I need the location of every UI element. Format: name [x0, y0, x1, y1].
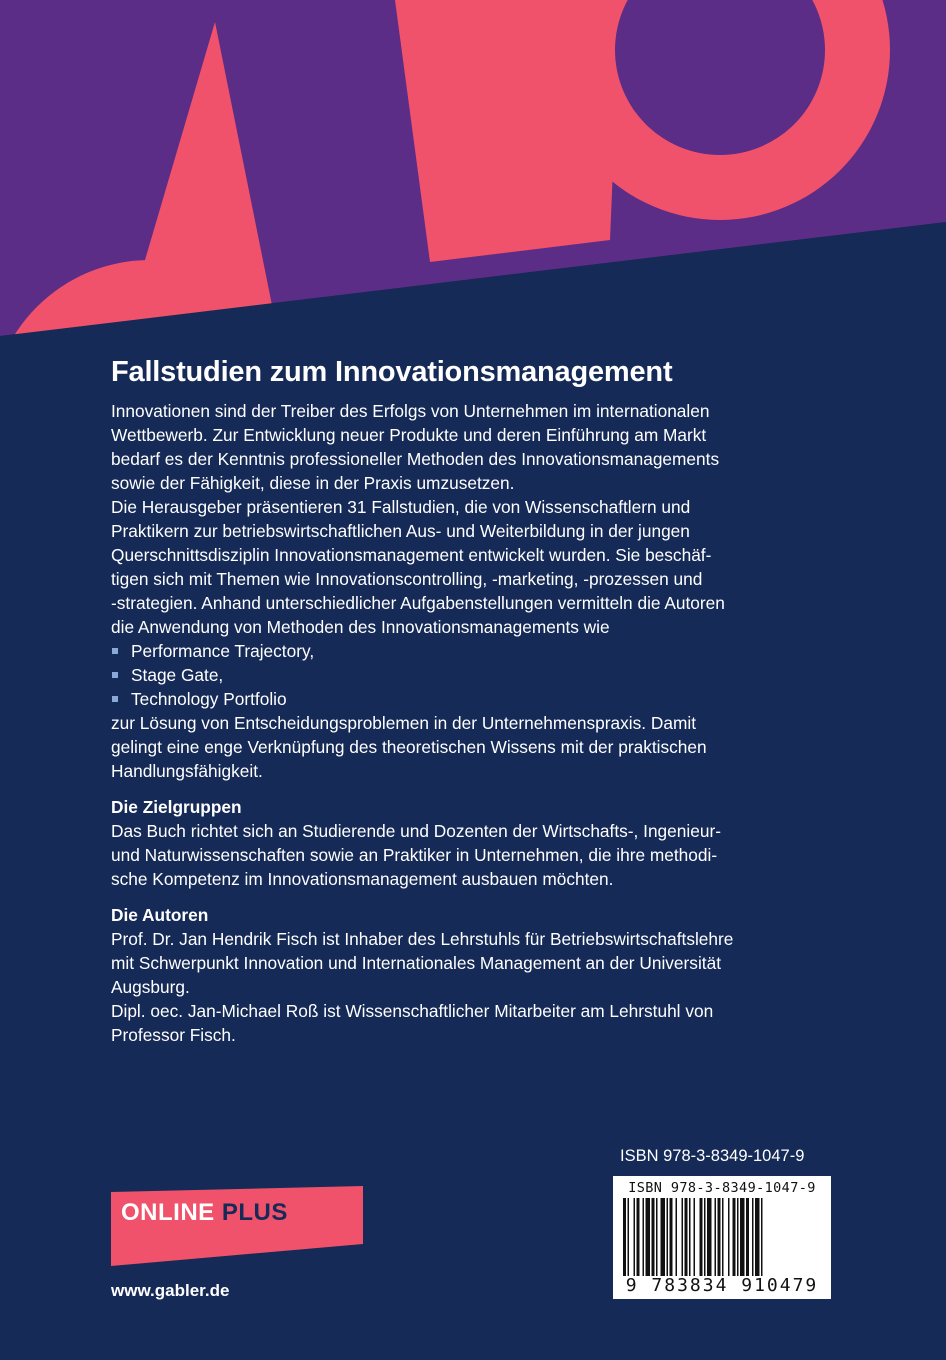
authors-line: Dipl. oec. Jan-Michael Roß ist Wissenschaftlicher Mitarbeiter am Lehrstuhl von: [111, 1001, 714, 1021]
barcode-digits: 9 783834 910479: [625, 1275, 819, 1296]
barcode-bar: [755, 1198, 760, 1276]
authors-line: Professor Fisch.: [111, 1025, 236, 1045]
barcode-bar: [685, 1198, 688, 1276]
barcode-bar: [752, 1198, 754, 1276]
list-item-label: Stage Gate,: [131, 665, 224, 685]
isbn-label: ISBN 978-3-8349-1047-9: [620, 1147, 805, 1165]
intro-line: Wettbewerb. Zur Entwicklung neuer Produkte und deren Einführung am Markt: [111, 425, 707, 445]
barcode-bar: [746, 1198, 749, 1276]
barcode-bar: [637, 1198, 640, 1276]
barcode-bar: [715, 1198, 717, 1276]
intro-line: bedarf es der Kenntnis professioneller Methoden des Innovationsmanagements: [111, 449, 720, 469]
barcode-bar: [728, 1198, 730, 1276]
online-plus-label: [121, 1199, 288, 1227]
intro-line: Praktikern zur betriebswirtschaftlichen Aus- und Weiterbildung in der jungen: [111, 521, 690, 541]
authors-line: Prof. Dr. Jan Hendrik Fisch ist Inhaber des Lehrstuhls für Betriebswirtschaftslehre: [111, 929, 734, 949]
barcode-bar: [740, 1198, 745, 1276]
plus-text: PLUS: [221, 1199, 288, 1226]
bullet-square-icon: [112, 648, 118, 654]
barcode-bar: [722, 1198, 724, 1276]
bullet-square-icon: [112, 672, 118, 678]
publisher-website: www.gabler.de: [111, 1281, 230, 1300]
cover-graphic: [0, 0, 946, 345]
method-list: [111, 639, 811, 711]
intro-line: sowie der Fähigkeit, diese in der Praxis umzusetzen.: [111, 473, 515, 493]
barcode-bar: [704, 1198, 706, 1276]
list-item-label: Performance Trajectory,: [131, 641, 315, 661]
barcode-bar: [718, 1198, 721, 1276]
audience-line: Das Buch richtet sich an Studierende und Dozenten der Wirtschafts-, Ingenieur-: [111, 821, 721, 841]
authors-line: mit Schwerpunkt Innovation und Internationales Management an der Universität: [111, 953, 721, 973]
barcode-bar: [661, 1198, 666, 1276]
barcode-bar: [676, 1198, 678, 1276]
book-title: Fallstudien zum Innovationsmanagement: [111, 356, 673, 388]
barcode-bar: [733, 1198, 736, 1276]
authors-line: Augsburg.: [111, 977, 190, 997]
audience-line: und Naturwissenschaften sowie an Praktiker in Unternehmen, die ihre methodi-: [111, 845, 718, 865]
barcode-bar: [700, 1198, 703, 1276]
list-item: [111, 639, 811, 663]
barcode-bar: [670, 1198, 673, 1276]
barcode-bar: [652, 1198, 655, 1276]
barcode-bar: [667, 1198, 669, 1276]
intro-line: tigen sich mit Themen wie Innovationscontrolling, -marketing, -prozessen und: [111, 569, 703, 589]
barcode-bar: [646, 1198, 651, 1276]
barcode-bar: [623, 1198, 626, 1276]
barcode-bars: [623, 1198, 821, 1276]
list-item: [111, 687, 811, 711]
conclusion-line: gelingt eine enge Verknüpfung des theoretischen Wissens mit der praktischen: [111, 737, 707, 757]
barcode-bar: [737, 1198, 739, 1276]
conclusion-line: zur Lösung von Entscheidungsproblemen in der Unternehmenspraxis. Damit: [111, 713, 696, 733]
barcode-bar: [656, 1198, 658, 1276]
intro-line: -strategien. Anhand unterschiedlicher Aufgabenstellungen vermitteln die Autoren: [111, 593, 725, 613]
intro-line: die Anwendung von Methoden des Innovationsmanagements wie: [111, 617, 610, 637]
list-item: [111, 663, 811, 687]
list-item-label: Technology Portfolio: [131, 689, 287, 709]
conclusion-line: Handlungsfähigkeit.: [111, 761, 263, 781]
intro-line: Innovationen sind der Treiber des Erfolgs von Unternehmen im internationalen: [111, 401, 710, 421]
online-plus-badge: [111, 1186, 363, 1266]
barcode-bar: [694, 1198, 696, 1276]
audience-line: sche Kompetenz im Innovationsmanagement ausbauen möchten.: [111, 869, 614, 889]
barcode-bar: [761, 1198, 763, 1276]
intro-line: Die Herausgeber präsentieren 31 Fallstudien, die von Wissenschaftlern und: [111, 497, 691, 517]
intro-line: Querschnittsdisziplin Innovationsmanagement entwickelt wurden. Sie beschäf-: [111, 545, 712, 565]
bullet-square-icon: [112, 696, 118, 702]
barcode: [613, 1176, 831, 1299]
barcode-bar: [682, 1198, 684, 1276]
barcode-bar: [634, 1198, 636, 1276]
barcode-isbn-text: ISBN 978-3-8349-1047-9: [628, 1180, 816, 1196]
barcode-bar: [628, 1198, 630, 1276]
barcode-bar: [707, 1198, 712, 1276]
barcode-bar: [689, 1198, 691, 1276]
barcode-bar: [643, 1198, 645, 1276]
audience-heading: Die Zielgruppen: [111, 797, 242, 817]
online-text: ONLINE: [121, 1199, 215, 1226]
authors-heading: Die Autoren: [111, 905, 209, 925]
back-cover-text: [111, 356, 811, 1047]
